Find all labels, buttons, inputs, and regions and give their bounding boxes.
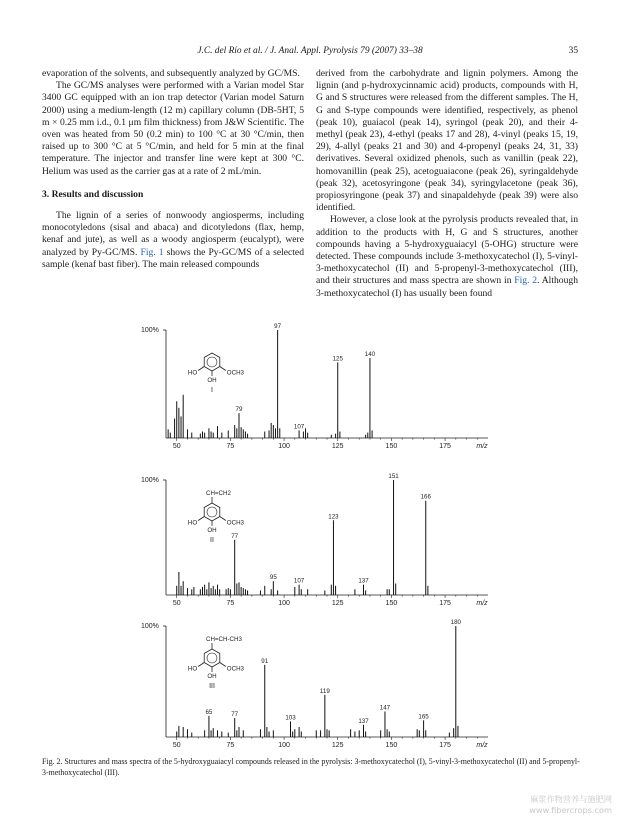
- peak-label: 119: [319, 687, 330, 695]
- peak-label: 79: [235, 406, 243, 414]
- compound-label: I: [211, 387, 213, 394]
- x-tick-label: 75: [226, 443, 235, 450]
- paragraph-text: . Although 3-methoxycatechol (I) has usually been found: [316, 275, 578, 299]
- hydroxyl-group-label: OH: [207, 527, 217, 534]
- peak-label: 125: [332, 355, 343, 363]
- hydroxyl-group-label: OH: [207, 377, 217, 384]
- peak-label: 97: [274, 323, 282, 330]
- methoxy-group-label: OCH3: [226, 519, 244, 527]
- peak-label: 166: [420, 493, 431, 501]
- peak-label: 123: [328, 513, 339, 521]
- x-axis-label: m/z: [476, 443, 488, 450]
- hydroxyl-group-label: HO: [187, 519, 198, 527]
- hydroxyl-group-label: HO: [187, 665, 198, 673]
- section-heading: 3. Results and discussion: [42, 188, 144, 200]
- bond: [220, 367, 226, 371]
- benzene-ring: [204, 649, 220, 667]
- bond: [220, 663, 226, 667]
- x-tick-label: 100: [278, 443, 290, 450]
- aromatic-circle: [207, 507, 217, 517]
- x-tick-label: 50: [172, 443, 181, 450]
- peak-label: 140: [364, 351, 376, 359]
- x-tick-label: 125: [331, 742, 344, 749]
- peak-label: 77: [231, 711, 239, 719]
- x-axis-label: m/z: [476, 600, 488, 607]
- peak-label: 77: [231, 532, 239, 540]
- y-axis-label: 100%: [141, 477, 159, 484]
- watermark-line: www.fibercrops.com: [529, 805, 612, 815]
- mass-spectra-figure: [136, 318, 506, 752]
- methoxy-group-label: OCH3: [226, 665, 244, 673]
- x-tick-label: 100: [278, 742, 290, 749]
- right-column: [316, 68, 578, 300]
- x-tick-label: 75: [226, 600, 235, 607]
- y-axis-label: 100%: [141, 327, 159, 334]
- substituent-label: CH=CH-CH3: [206, 636, 242, 643]
- journal-citation: J.C. del Río et al. / J. Anal. Appl. Pyrolysis 79 (2007) 33–38: [197, 46, 423, 56]
- x-axis-label: m/z: [476, 742, 488, 749]
- paragraph: [42, 210, 304, 271]
- substituent-label: CH=CH2: [206, 490, 231, 497]
- x-tick-label: 100: [278, 600, 290, 607]
- x-tick-label: 125: [331, 600, 344, 607]
- paragraph-text: The lignin of a series of nonwoody angiosperms, including monocotyledons (sisal and abaca) and dicotyledons (flax, hemp, kenaf and jute), as well as a woody angiosperm (eucalypt), were analyzed by Py-GC/MS.: [42, 210, 304, 258]
- page-number: 35: [568, 46, 578, 56]
- x-tick-label: 75: [226, 742, 235, 749]
- watermark: [492, 794, 612, 816]
- peak-label: 107: [293, 423, 305, 431]
- paragraph: evaporation of the solvents, and subsequently analyzed by GC/MS.: [42, 68, 300, 79]
- hydroxyl-group-label: OH: [207, 673, 217, 680]
- peak-label: 95: [269, 574, 277, 582]
- compound-label: III: [209, 683, 215, 690]
- paragraph-text: However, a close look at the pyrolysis products revealed that, in addition to the products with H, G and S structures, another compounds having a 5-hydroxyguaiacyl (5-OHG) structure were detected. These compounds include 3-methoxycatechol (I), 5-vinyl-3-methoxycatechol (II) and 5-propenyl-3-methoxycatechol (III), and their structures and mass spectra are shown in: [316, 214, 578, 287]
- hydroxyl-group-label: HO: [187, 369, 198, 377]
- x-tick-label: 150: [385, 742, 398, 749]
- benzene-ring: [204, 503, 220, 521]
- figure-2-link[interactable]: Fig. 2: [514, 275, 538, 287]
- peak-label: 137: [358, 717, 369, 725]
- figure-2: [136, 318, 506, 752]
- peak-label: 180: [450, 619, 461, 626]
- peak-label: 107: [293, 577, 305, 585]
- x-tick-label: 50: [172, 742, 181, 749]
- peak-label: 65: [205, 708, 213, 716]
- paragraph: derived from the carbohydrate and lignin polymers. Among the lignin (and p-hydroxycinnamic acid) products, compounds with H, G and S structures were released from the different samples. The H, G and S-type compounds were identified, respectively, as phenol (peak 10), guaiacol (peak 14), syringol (peak 20), and their 4-methyl (peak 23), 4-ethyl (peaks 17 and 28), 4-vinyl (peaks 15, 19, 29), 4-allyl (peaks 21 and 30) and 4-propenyl (peaks 24, 31, 33) derivatives. Several oxidized phenols, such as vanillin (peak 22), homovanillin (peak 25), acetoguaiacone (peak 26), syringaldehyde (peak 32), acetosyringone (peak 34), syringylacetone (peak 36), propiosyringone (peak 37) and sinapaldehyde (peak 39) were also identified.: [316, 68, 578, 214]
- peak-label: 151: [388, 473, 399, 480]
- aromatic-circle: [207, 653, 217, 663]
- paragraph: [316, 214, 578, 299]
- peak-label: 91: [261, 657, 269, 665]
- figure-caption: Fig. 2. Structures and mass spectra of the 5-hydroxyguaiacyl compounds released in the pyrolysis: 3-methoxycatechol (I), 5-vinyl-3-methoxycatechol (II) and 5-propenyl-3-methoxycatechol (III).: [42, 757, 580, 777]
- bond: [198, 517, 204, 521]
- x-tick-label: 50: [172, 600, 181, 607]
- x-tick-label: 175: [439, 742, 451, 749]
- x-tick-label: 175: [439, 443, 451, 450]
- figure-1-link[interactable]: Fig. 1: [140, 246, 164, 258]
- x-tick-label: 175: [439, 600, 451, 607]
- watermark-line: 麻浆作物营养与施肥网: [530, 794, 612, 804]
- compound-label: II: [210, 537, 214, 544]
- paragraph: The GC/MS analyses were performed with a Varian model Star 3400 GC equipped with an ion trap detector (Varian model Saturn 2000) using a medium-length (12 m) capillary column (DB-5HT, 5 m × 0.25 mm i.d., 0.1 μm film thickness) from J&W Scientific. The oven was heated from 50 (0.2 min) to 100 °C at 30 °C/min, then raised up to 300 °C at 5 °C/min, and held for 5 min at the final temperature. The injector and transfer line were kept at 300 °C. Helium was used as the carrier gas at a rate of 2 mL/min.: [42, 80, 304, 177]
- left-column: [42, 68, 304, 271]
- paragraph-text: shows the Py-GC/MS of a selected sample (kenaf bast fiber). The main released compounds: [42, 246, 304, 270]
- bond: [198, 663, 204, 667]
- y-axis-label: 100%: [141, 623, 159, 630]
- aromatic-circle: [207, 357, 217, 367]
- bond: [198, 367, 204, 371]
- peak-label: 147: [379, 704, 391, 712]
- peak-label: 137: [358, 577, 369, 585]
- x-tick-label: 150: [385, 443, 398, 450]
- benzene-ring: [204, 353, 220, 371]
- methoxy-group-label: OCH3: [226, 369, 244, 377]
- x-tick-label: 150: [385, 600, 398, 607]
- bond: [220, 517, 226, 521]
- peak-label: 103: [285, 714, 296, 722]
- x-tick-label: 125: [331, 443, 344, 450]
- peak-label: 165: [418, 713, 429, 721]
